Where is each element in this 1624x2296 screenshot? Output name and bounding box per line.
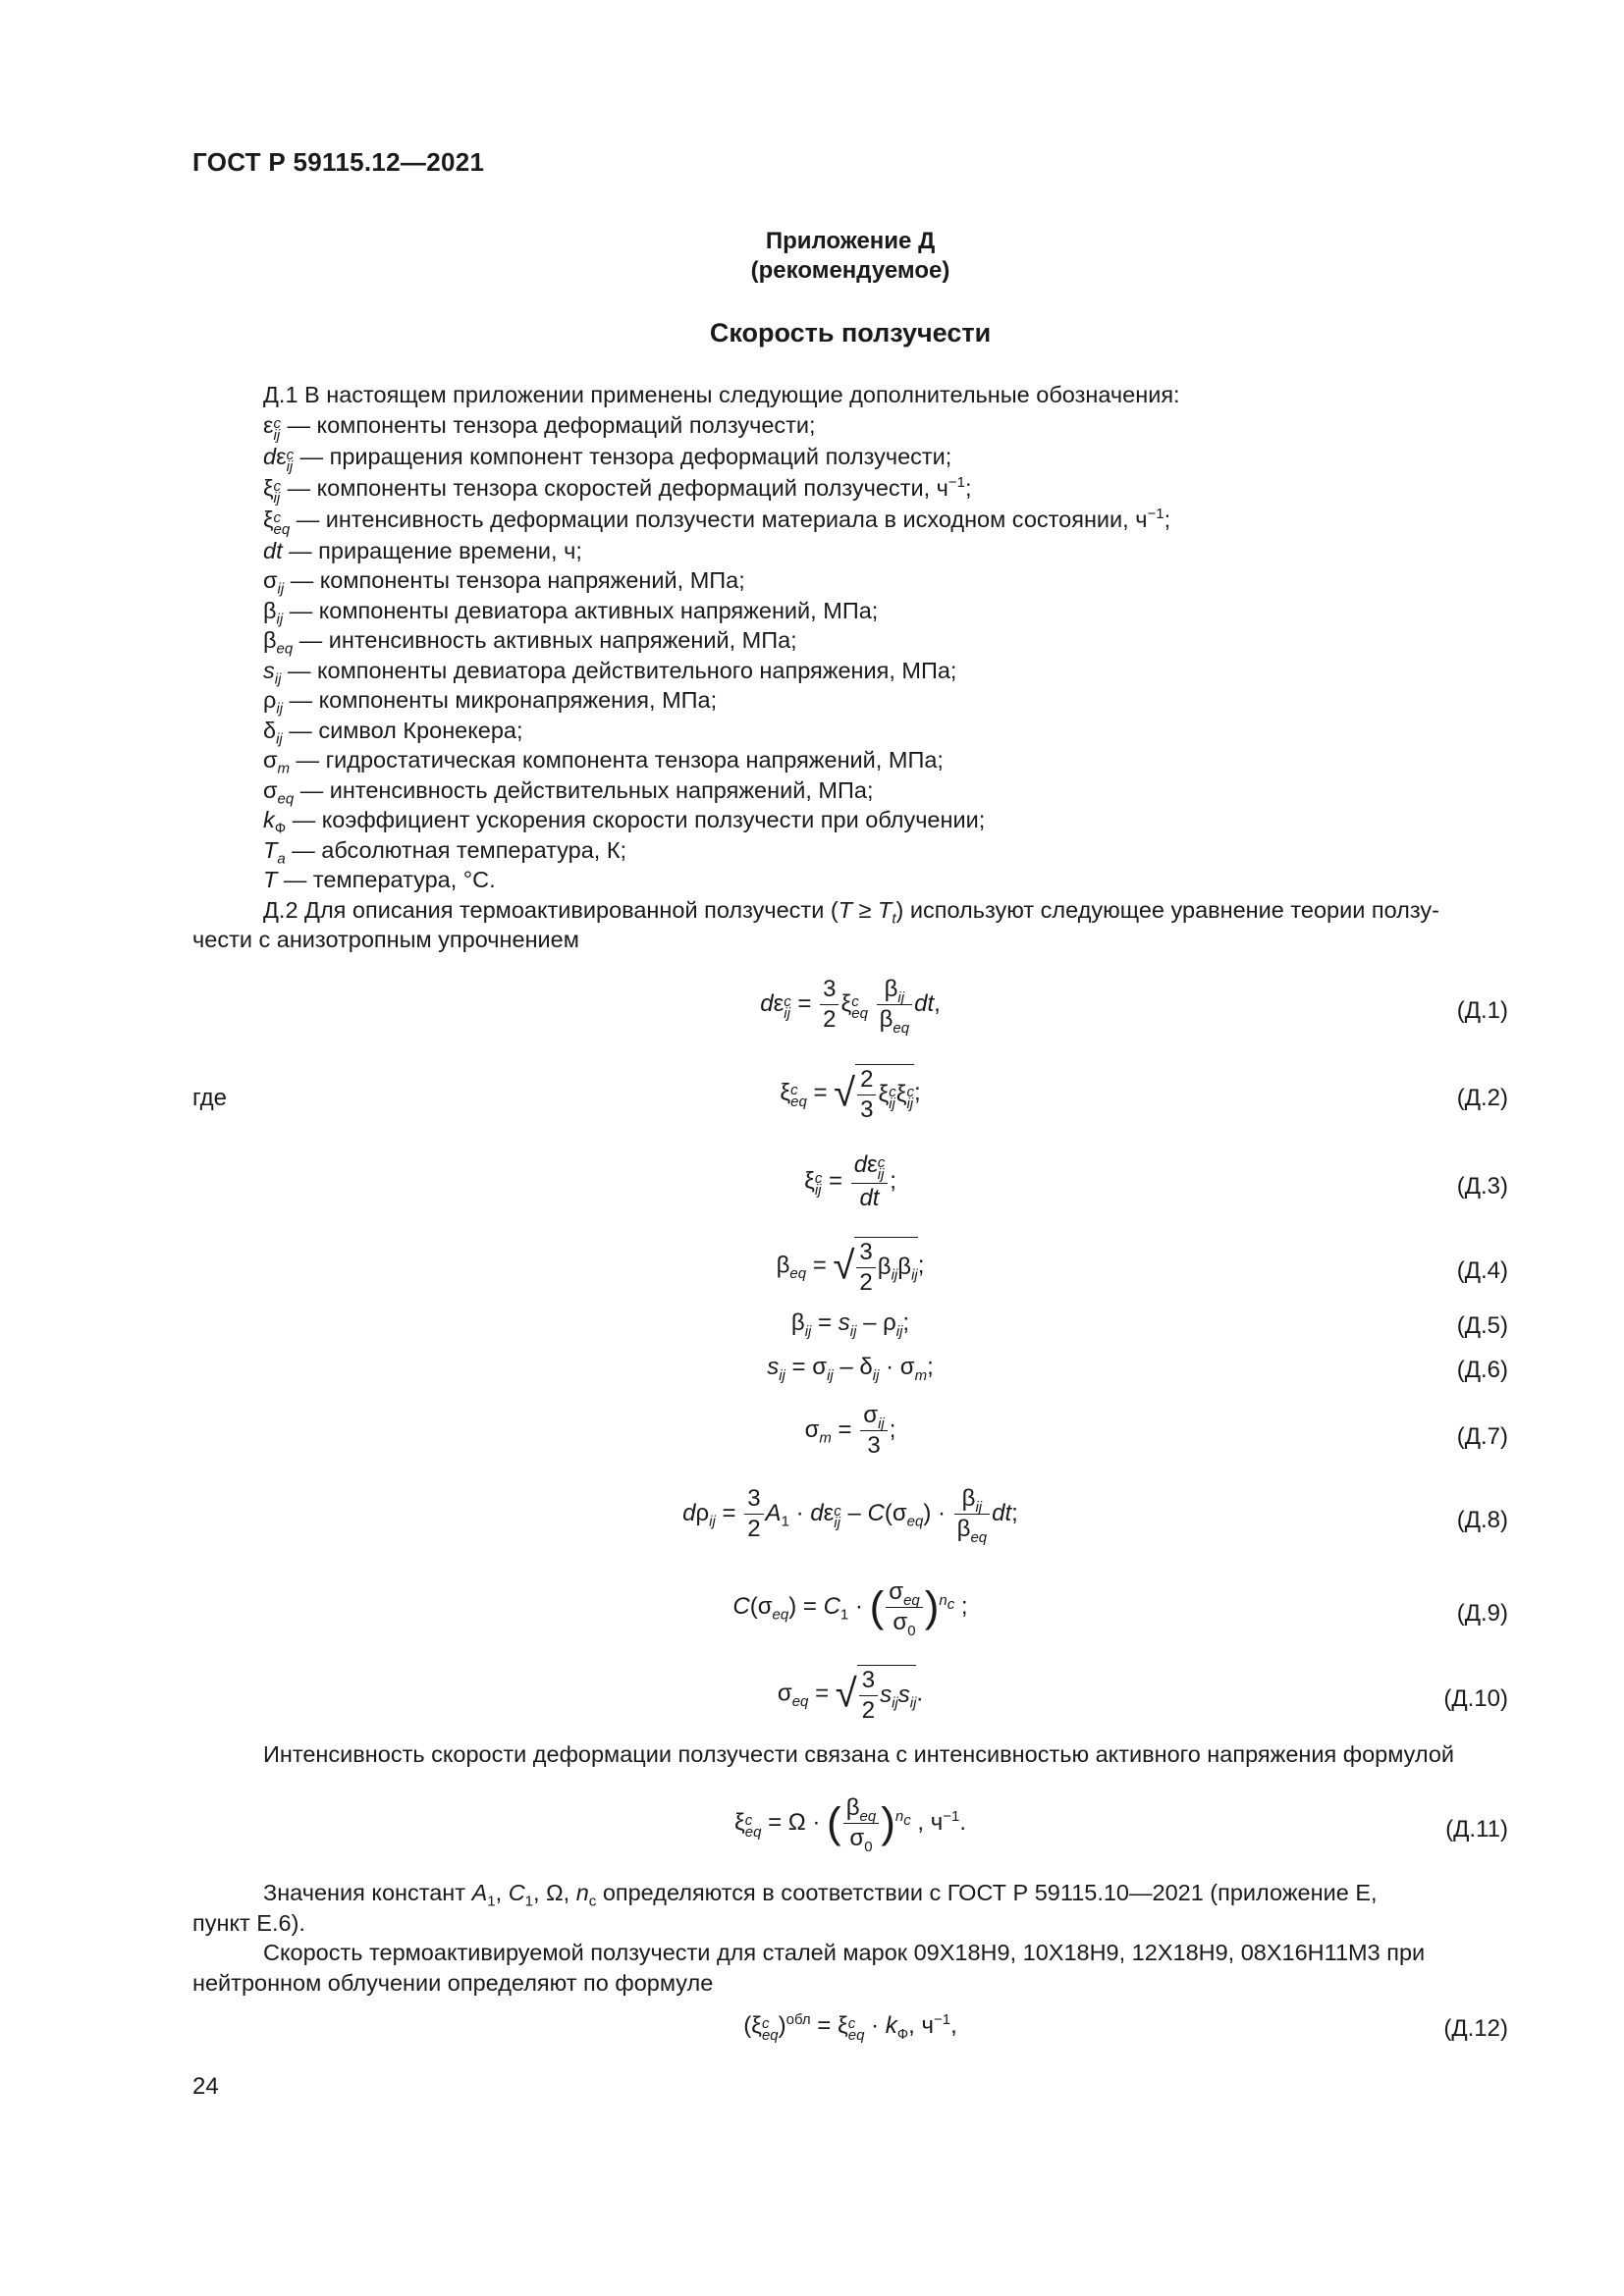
equation-number: (Д.5) xyxy=(1456,1312,1508,1339)
equation-number: (Д.11) xyxy=(1445,1816,1508,1842)
equation-number: (Д.1) xyxy=(1456,997,1508,1024)
def-item: $\beta_{eq}$ — интенсивность активных напряжений, МПа; xyxy=(263,627,797,658)
equation-number: (Д.3) xyxy=(1456,1173,1508,1200)
equation-number: (Д.4) xyxy=(1456,1257,1508,1284)
def-item: $k_Ф$ — коэффициент ускорения скорости ползучести при облучении; xyxy=(263,807,986,837)
def-item: ξ c ij — компоненты тензора скоростей деформаций ползучести, $ч^{-1}$; xyxy=(263,473,972,507)
def-item: $\rho_{ij}$ — компоненты микронапряжения, МПа; xyxy=(263,687,718,718)
equation-d3: ξ c ij = dε c ij dt ; (Д.3) xyxy=(804,1151,1508,1211)
equation-d9: $C(\sigma_{eq}) = C_1$ · ( $\frac{\sigma_{eq}}{\sigma_0}$ )$^{n_c}$ ; (Д.9) xyxy=(732,1578,1508,1639)
appendix-label: Приложение Д xyxy=(765,228,936,254)
document-code-header: ГОСТ Р 59115.12—2021 xyxy=(192,147,485,177)
where-label: где xyxy=(192,1085,228,1111)
equation-d7: $\sigma_m$ = $\frac{\sigma_{ij}}{3}$ ; (Д.7) xyxy=(804,1402,1508,1459)
equation-d12: (ξ c eq )$^{обл}$ = ξ c eq · $k_Ф$, $ч^{-1}$, (Д.12) xyxy=(743,2011,1508,2044)
def-item: ε c ij — компоненты тензора деформаций ползучести; xyxy=(263,411,816,444)
def-item: ξ c eq — интенсивность деформации ползучести материала в исходном состоянии, $ч^{-1}$; xyxy=(263,505,1171,538)
equation-d4: $\beta_{eq}$ = √ $\frac{3}{2}$ $\beta_{ij}\beta_{ij}$; (Д.4) xyxy=(776,1239,1508,1296)
def-item: $\sigma_{eq}$ — интенсивность действительных напряжений, МПа; xyxy=(263,776,874,808)
equation-d1: dε c ij = $\frac{3}{2}$ ξ c eq $\frac{\beta_{ij}}{\beta_{eq}}$ dt, (Д.1) xyxy=(760,976,1508,1037)
def-item: $T_a$ — абсолютная температура, К; xyxy=(263,836,627,868)
def-item: $\delta_{ij}$ — символ Кронекера; xyxy=(263,717,523,748)
appendix-title: Скорость ползучести xyxy=(709,318,992,347)
equation-d6: $s_{ij} = \sigma_{ij} - \delta_{ij} \cdot \sigma_m$; (Д.6) xyxy=(767,1354,1508,1384)
equation-number: (Д.12) xyxy=(1443,2015,1508,2042)
page-number: 24 xyxy=(192,2073,219,2100)
appendix-status: (рекомендуемое) xyxy=(750,257,950,284)
d2-paragraph: Д.2 Для описания термоактивированной ползучести $(T \ge T_t)$ используют следующее уравнение теории ползу- чести с анизотропным упрочнением xyxy=(192,896,1439,952)
equation-d11: ξ c eq = Ω · ( $\frac{\beta_{eq}}{\sigma_0}$ )$^{n_c}$ , $ч^{-1}$. (Д.11) xyxy=(733,1794,1508,1855)
intensity-paragraph: Интенсивность скорости деформации ползучести связана с интенсивностью активного напряжения формулой xyxy=(263,1741,1455,1767)
def-item: T — температура, °С. xyxy=(263,867,496,892)
equation-d10: $\sigma_{eq}$ = √ $\frac{3}{2}$ $s_{ij}s_{ij}$. (Д.10) xyxy=(777,1667,1508,1724)
equation-d2: где ξ c eq = √ $\frac{2}{3}$ ξ c ij ξ c ij ; (Д.2) xyxy=(192,1066,1508,1123)
irradiation-paragraph: Скорость термоактивируемой ползучести для сталей марок 09Х18Н9, 10Х18Н9, 12Х18Н9, 08Х16Н11М3 при нейтронном облучении определяют по формуле xyxy=(192,1940,1426,1996)
d1-intro: Д.1 В настоящем приложении применены следующие дополнительные обозначения: xyxy=(263,382,1180,407)
def-item: dt — приращение времени, ч; xyxy=(263,537,582,563)
constants-paragraph: Значения констант $A_1$, $C_1$, Ω, $n_c$ определяются в соответствии с ГОСТ Р 59115.10—2021 (приложение Е, пункт Е.6). Скорость термоактивируемой ползучести для сталей марок 09Х18Н9, 10Х18Н9, 12Х18Н9, 08Х16Н11М3 при нейтронном облучении определяют по формуле xyxy=(192,1878,1508,1998)
def-item: $s_{ij}$ — компоненты девиатора действительного напряжения, МПа; xyxy=(263,657,957,688)
def-item: $\sigma_m$ — гидростатическая компонента тензора напряжений, МПа; xyxy=(263,747,944,777)
def-item: $\beta_{ij}$ — компоненты девиатора активных напряжений, МПа; xyxy=(263,597,879,628)
equation-d5: $\beta_{ij} = s_{ij} - \rho_{ij}$; (Д.5) xyxy=(790,1309,1508,1340)
equation-number: (Д.8) xyxy=(1456,1507,1508,1533)
def-item: $\sigma_{ij}$ — компоненты тензора напряжений, МПа; xyxy=(263,567,745,598)
equation-number: (Д.9) xyxy=(1456,1600,1508,1627)
equation-number: (Д.10) xyxy=(1443,1685,1508,1712)
equation-number: (Д.2) xyxy=(1456,1085,1508,1111)
equation-number: (Д.7) xyxy=(1456,1423,1508,1450)
equation-d8: $d\rho_{ij}$ = $\frac{3}{2}$ $A_1 \cdot d\varepsilon$ c ij – $C(\sigma_{eq})$ · $\frac{\beta_{ij}}{\beta_{eq}}$ dt; (Д.8) xyxy=(682,1485,1508,1546)
def-item: dε c ij — приращения компонент тензора деформаций ползучести; xyxy=(263,443,952,475)
definitions-block xyxy=(192,380,1508,955)
equation-number: (Д.6) xyxy=(1456,1357,1508,1383)
